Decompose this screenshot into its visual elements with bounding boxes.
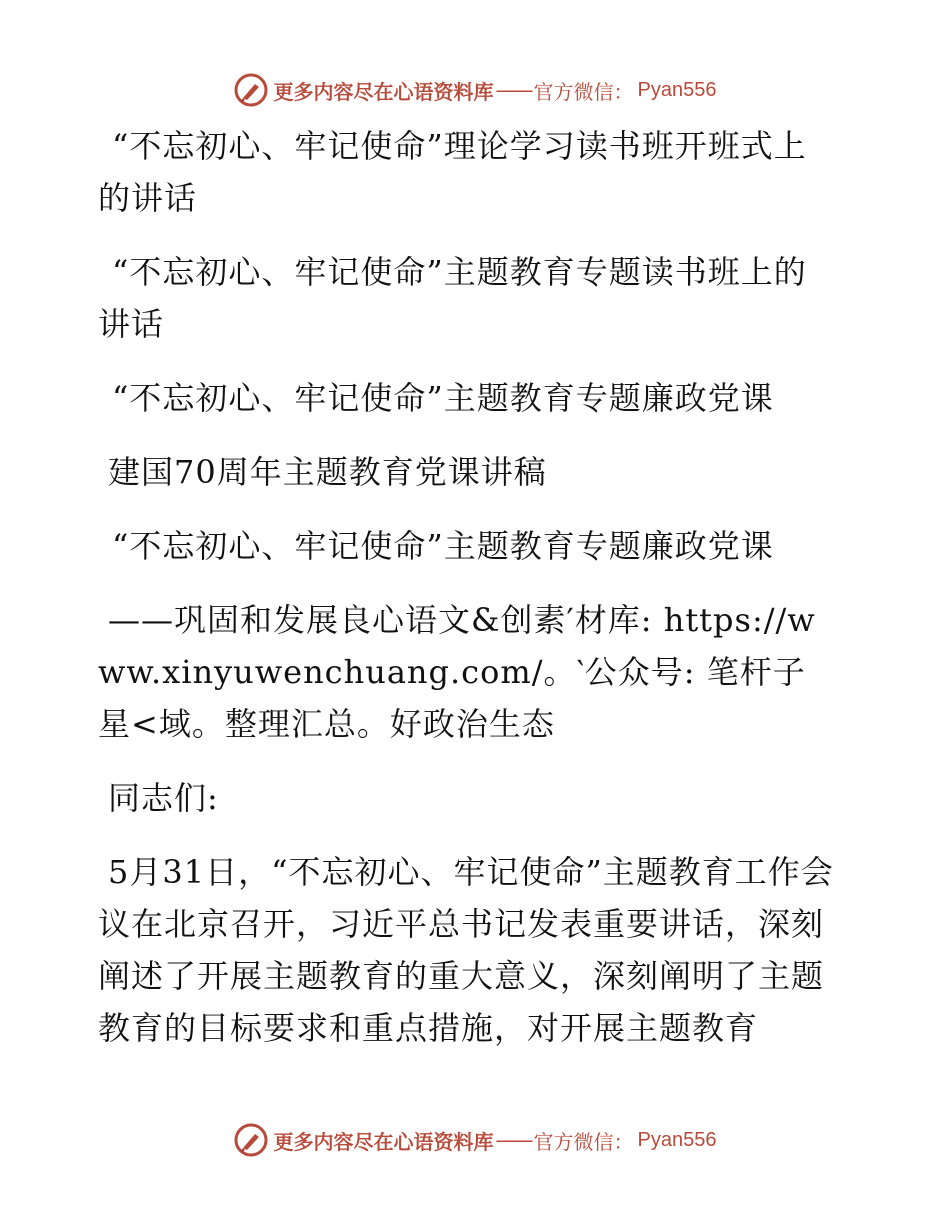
footer-wechat-label: 官方微信：	[533, 1129, 634, 1154]
header-banner	[0, 70, 950, 110]
document-body	[98, 120, 838, 1076]
header-banner-separator: ——	[495, 78, 532, 102]
header-wechat-id: Pyan556	[637, 78, 717, 101]
subtitle-paragraph: ——巩固和发展良心语文&创素′材库: https://www.xinyuwenchuang.com/。‵公众号: 笔杆子星<域。整理汇总。好政治生态	[98, 601, 816, 743]
title-line-5: “不忘初心、牢记使命”主题教育专题廉政党课	[112, 527, 774, 565]
footer-banner-text: 更多内容尽在心语资料库	[273, 1129, 494, 1154]
header-banner-text: 更多内容尽在心语资料库	[273, 79, 494, 104]
salutation: 同志们:	[108, 779, 219, 817]
title-line-1: “不忘初心、牢记使命”理论学习读书班开班式上的讲话	[98, 127, 807, 217]
footer-banner	[0, 1120, 950, 1160]
header-wechat-label: 官方微信：	[533, 79, 634, 104]
title-line-2: “不忘初心、牢记使命”主题教育专题读书班上的讲话	[98, 253, 807, 343]
body-paragraph: 5月31日，“不忘初心、牢记使命”主题教育工作会议在北京召开，习近平总书记发表重要讲话，深刻阐述了开展主题教育的重大意义，深刻阐明了主题教育的目标要求和重点措施，对开展主题教育	[98, 853, 834, 1047]
pen-logo-icon	[234, 73, 268, 107]
pen-logo-icon	[234, 1123, 268, 1157]
footer-wechat-id: Pyan556	[637, 1128, 717, 1151]
title-line-3: “不忘初心、牢记使命”主题教育专题廉政党课	[112, 379, 774, 417]
footer-banner-separator: ——	[495, 1128, 532, 1152]
title-line-4: 建国70周年主题教育党课讲稿	[108, 453, 547, 491]
